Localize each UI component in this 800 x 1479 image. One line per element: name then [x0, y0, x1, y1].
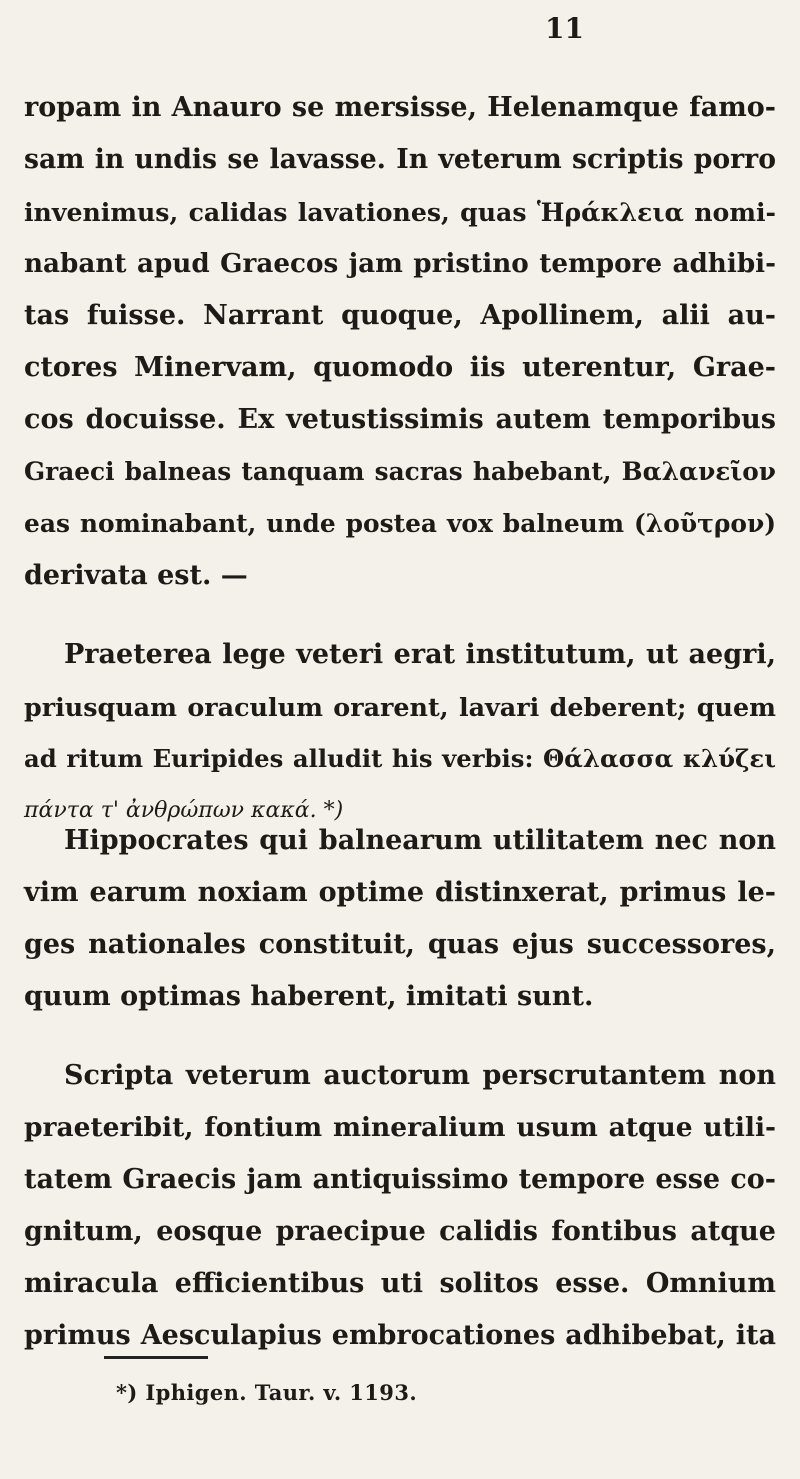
paragraph-4 [24, 1050, 776, 1362]
text-line: Praeterea lege veteri erat institutum, ut aegri, [64, 639, 776, 670]
text-line: cos docuisse. Ex vetustissimis autem temporibus [24, 404, 776, 435]
text-line: quum optimas haberent, imitati sunt. [24, 981, 594, 1012]
paragraph-3 [24, 815, 776, 1023]
page-number: 11 [545, 12, 584, 45]
paragraph-2 [24, 629, 776, 837]
text-line: praeteribit, fontium mineralium usum atque utili- [24, 1112, 776, 1143]
text-line: ad ritum Euripides alludit his verbis: Θάλασσα κλύζει [24, 744, 776, 773]
text-line: Graeci balneas tanquam sacras habebant, Βαλανεῖον [24, 457, 776, 486]
text-line: ropam in Anauro se mersisse, Helenamque famo- [24, 92, 776, 123]
footnote-rule [104, 1356, 208, 1359]
text-line: miracula efficientibus uti solitos esse. Omnium [24, 1268, 776, 1299]
text-line: tatem Graecis jam antiquissimo tempore esse co- [24, 1164, 776, 1195]
text-line: tas fuisse. Narrant quoque, Apollinem, alii au- [24, 300, 776, 331]
text-line: derivata est. — [24, 560, 248, 591]
footnote: *) Iphigen. Taur. v. 1193. [116, 1380, 418, 1405]
text-line: gnitum, eosque praecipue calidis fontibus atque [24, 1216, 776, 1247]
text-line: ges nationales constituit, quas ejus successores, [24, 929, 776, 960]
text-line: Scripta veterum auctorum perscrutantem non [64, 1060, 776, 1091]
text-line: vim earum noxiam optime distinxerat, primus le- [24, 877, 776, 908]
text-line: eas nominabant, unde postea vox balneum (λοῦτρον) [24, 509, 776, 538]
text-line: ctores Minervam, quomodo iis uterentur, Grae- [24, 352, 776, 383]
greek-quote-line: πάντα τ' ἀνθρώπων κακά. *) [24, 798, 344, 823]
text-line: primus Aesculapius embrocationes adhibebat, ita [24, 1320, 776, 1351]
text-line: sam in undis se lavasse. In veterum scriptis porro [24, 144, 776, 175]
paragraph-1 [24, 82, 776, 602]
text-line: priusquam oraculum orarent, lavari deberent; quem [24, 692, 776, 722]
text-line: nabant apud Graecos jam pristino tempore adhibi- [24, 248, 776, 279]
text-line: Hippocrates qui balnearum utilitatem nec non [64, 825, 776, 856]
text-line: invenimus, calidas lavationes, quas Ἡράκλεια nomi- [24, 197, 776, 227]
